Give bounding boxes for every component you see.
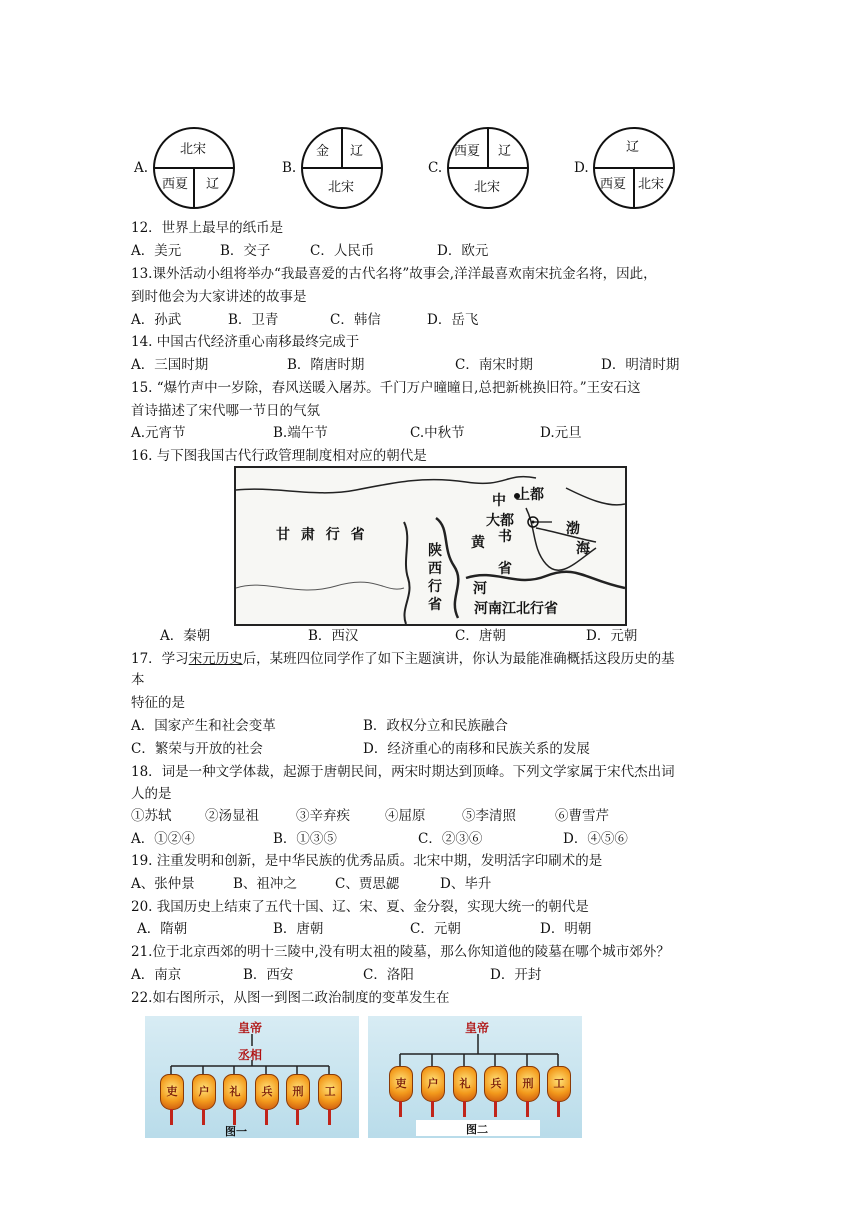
fig2-ministry-3: 礼 bbox=[453, 1066, 477, 1102]
q17-stem-1: 17．学习宋元历史后，某班四位同学作了如下主题演讲，你认为最能准确概括这段历史的基 bbox=[131, 651, 675, 667]
map-label-shaanxi-1: 陕 bbox=[428, 543, 442, 559]
q14-option-b: B．隋唐时期 bbox=[287, 357, 365, 373]
q20-option-c: C．元朝 bbox=[410, 921, 461, 937]
q15-stem-1: 15. “爆竹声中一岁除，春风送暖入屠苏。千门万户曈曈日,总把新桃换旧符。”王安石这 bbox=[131, 380, 641, 396]
q21-option-c: C．洛阳 bbox=[363, 967, 414, 983]
q17-option-c: C．繁荣与开放的社会 bbox=[131, 741, 263, 757]
q20-stem: 20. 我国历史上结束了五代十国、辽、宋、夏、金分裂，实现大统一的朝代是 bbox=[131, 899, 589, 915]
q16-stem: 16. 与下图我国古代行政管理制度相对应的朝代是 bbox=[131, 448, 427, 464]
q19-option-c: C、贾思勰 bbox=[335, 876, 400, 892]
figure-two bbox=[368, 1016, 582, 1138]
q20-option-d: D．明朝 bbox=[540, 921, 592, 937]
q17-stem-3: 特征的是 bbox=[131, 695, 185, 711]
option-d-letter: D. bbox=[574, 160, 589, 176]
fig1-ministry-2: 户 bbox=[192, 1074, 216, 1110]
q12-option-d: D．欧元 bbox=[437, 243, 489, 259]
fig1-emperor: 皇帝 bbox=[238, 1021, 263, 1035]
fig2-ministry-2: 户 bbox=[421, 1066, 445, 1102]
map-label-zhongshu-3: 省 bbox=[498, 561, 512, 577]
q18-person-5: ⑤李清照 bbox=[462, 808, 516, 824]
q14-option-d: D．明清时期 bbox=[601, 357, 680, 373]
q17-option-b: B．政权分立和民族融合 bbox=[363, 718, 508, 734]
map-label-bohai-1: 渤 bbox=[566, 521, 580, 537]
map-label-zhongshu-2: 书 bbox=[498, 529, 512, 545]
q18-person-3: ③辛弃疾 bbox=[296, 808, 350, 824]
map-label-shaanxi-4: 省 bbox=[428, 597, 442, 613]
q21-option-d: D．开封 bbox=[490, 967, 542, 983]
fig2-ministry-1: 吏 bbox=[389, 1066, 413, 1102]
q15-option-b: B.端午节 bbox=[273, 425, 328, 441]
map-label-henan: 河南江北行省 bbox=[474, 601, 558, 617]
q16-option-c: C．唐朝 bbox=[455, 628, 506, 644]
figure-one bbox=[145, 1016, 359, 1138]
fig1-ministry-4: 兵 bbox=[255, 1074, 279, 1110]
q20-option-a: A．隋朝 bbox=[137, 921, 188, 937]
map-label-shaanxi-2: 西 bbox=[428, 561, 442, 577]
q21-option-b: B．西安 bbox=[243, 967, 294, 983]
pie-option-d: 辽 西夏 北宋 bbox=[592, 126, 676, 210]
q15-stem-2: 首诗描述了宋代哪一节日的气氛 bbox=[131, 403, 320, 419]
map-label-bohai-2: 海 bbox=[576, 541, 590, 557]
q15-option-d: D.元旦 bbox=[540, 425, 582, 441]
option-b-letter: B. bbox=[282, 160, 297, 176]
fig1-ministry-1: 吏 bbox=[160, 1074, 184, 1110]
map-label-he: 河 bbox=[473, 581, 487, 597]
q18-stem-2: 人的是 bbox=[131, 786, 172, 802]
q14-option-c: C．南宋时期 bbox=[455, 357, 533, 373]
fig1-caption: 图一 bbox=[225, 1125, 247, 1138]
q17-option-a: A．国家产生和社会变革 bbox=[131, 718, 276, 734]
q15-option-a: A.元宵节 bbox=[131, 425, 186, 441]
q13-stem-2: 到时他会为大家讲述的故事是 bbox=[131, 289, 307, 305]
q21-option-a: A．南京 bbox=[131, 967, 182, 983]
q18-option-c: C．②③⑥ bbox=[418, 831, 483, 847]
q18-person-4: ④屈原 bbox=[385, 808, 426, 824]
q14-option-a: A．三国时期 bbox=[131, 357, 209, 373]
pie-option-c: 西夏 辽 北宋 bbox=[446, 126, 530, 210]
map-label-shangdu: 上都 bbox=[516, 487, 544, 503]
q13-stem-1: 13.课外活动小组将举办“我最喜爱的古代名将”故事会,洋洋最喜欢南宋抗金名将，因此， bbox=[131, 266, 657, 282]
map-label-shaanxi-3: 行 bbox=[428, 579, 442, 595]
q12-option-a: A．美元 bbox=[131, 243, 182, 259]
q19-option-d: D、毕升 bbox=[440, 876, 492, 892]
q16-option-b: B．西汉 bbox=[308, 628, 359, 644]
q20-option-b: B．唐朝 bbox=[273, 921, 324, 937]
q17-option-d: D．经济重心的南移和民族关系的发展 bbox=[363, 741, 590, 757]
map-label-gansu: 甘 肃 行 省 bbox=[276, 527, 368, 543]
q13-option-b: B．卫青 bbox=[228, 312, 279, 328]
q12-stem: 12．世界上最早的纸币是 bbox=[131, 220, 284, 236]
fig2-ministry-6: 工 bbox=[547, 1066, 571, 1102]
fig2-emperor: 皇帝 bbox=[465, 1021, 490, 1035]
q18-option-d: D．④⑤⑥ bbox=[563, 831, 628, 847]
q16-option-a: A．秦朝 bbox=[160, 628, 211, 644]
q12-option-c: C．人民币 bbox=[310, 243, 375, 259]
q18-option-a: A．①②④ bbox=[131, 831, 195, 847]
q12-option-b: B．交子 bbox=[220, 243, 271, 259]
q16-option-d: D．元朝 bbox=[586, 628, 638, 644]
q21-stem: 21.位于北京西郊的明十三陵中,没有明太祖的陵墓，那么你知道他的陵墓在哪个城市郊外？ bbox=[131, 944, 670, 960]
q18-person-6: ⑥曹雪芹 bbox=[555, 808, 609, 824]
fig1-chancellor: 丞相 bbox=[238, 1048, 263, 1062]
q18-person-1: ①苏轼 bbox=[131, 808, 172, 824]
q17-stem-2: 本 bbox=[131, 672, 145, 688]
q18-stem-1: 18．词是一种文学体裁，起源于唐朝民间，两宋时期达到顶峰。下列文学家属于宋代杰出词 bbox=[131, 764, 675, 780]
fig2-caption: 图二 bbox=[466, 1123, 488, 1136]
q15-option-c: C.中秋节 bbox=[410, 425, 465, 441]
option-a-letter: A. bbox=[134, 160, 149, 176]
q13-option-a: A．孙武 bbox=[131, 312, 182, 328]
q13-option-d: D．岳飞 bbox=[427, 312, 479, 328]
q14-stem: 14. 中国古代经济重心南移最终完成于 bbox=[131, 334, 360, 350]
q13-option-c: C．韩信 bbox=[330, 312, 381, 328]
pie-option-a: 北宋 西夏 辽 bbox=[152, 126, 236, 210]
option-c-letter: C. bbox=[428, 160, 443, 176]
q19-option-a: A、张仲景 bbox=[131, 876, 195, 892]
yuan-province-map bbox=[234, 466, 627, 626]
map-label-huang: 黄 bbox=[471, 535, 485, 551]
pie-option-b: 金 辽 北宋 bbox=[300, 126, 384, 210]
q18-option-b: B．①③⑤ bbox=[273, 831, 337, 847]
q18-person-2: ②汤显祖 bbox=[205, 808, 259, 824]
map-label-dadu: 大都 bbox=[486, 513, 514, 529]
fig1-ministry-3: 礼 bbox=[223, 1074, 247, 1110]
q22-stem: 22.如右图所示，从图一到图二政治制度的变革发生在 bbox=[131, 990, 450, 1006]
q19-option-b: B、祖冲之 bbox=[233, 876, 297, 892]
fig1-ministry-6: 工 bbox=[318, 1074, 342, 1110]
q19-stem: 19. 注重发明和创新，是中华民族的优秀品质。北宋中期，发明活字印刷术的是 bbox=[131, 853, 603, 869]
fig2-ministry-4: 兵 bbox=[484, 1066, 508, 1102]
map-label-zhongshu-1: 中 bbox=[492, 493, 506, 509]
fig1-ministry-5: 刑 bbox=[286, 1074, 310, 1110]
fig2-ministry-5: 刑 bbox=[516, 1066, 540, 1102]
